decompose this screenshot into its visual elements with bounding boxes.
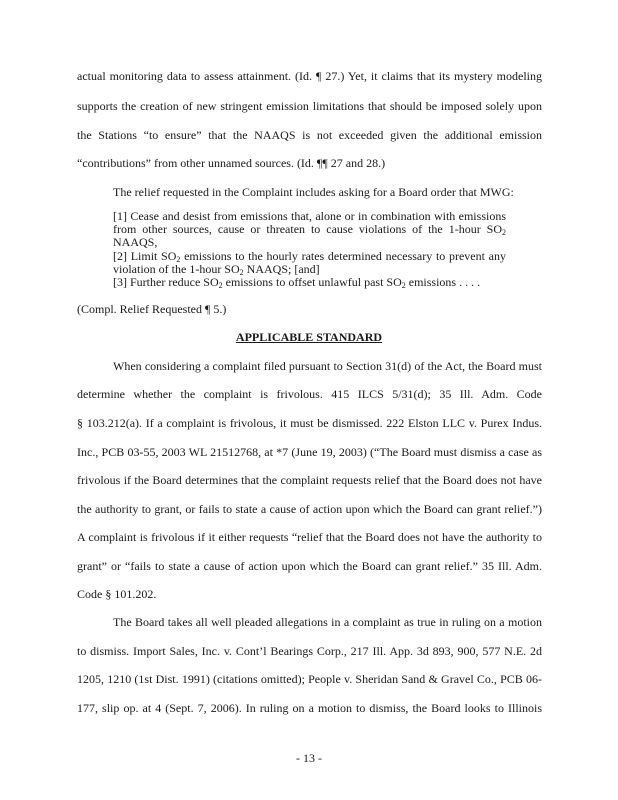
- para3-line-6: the authority to grant, or fails to state a cause of action upon which the Board can grant relief.”): [77, 502, 542, 516]
- para4-line-1: The Board takes all well pleaded allegations in a complaint as true in ruling on a motion: [113, 615, 542, 629]
- section-heading: APPLICABLE STANDARD: [235, 330, 383, 344]
- quote-item2-line-1: [2] Limit $SO_2$ emissions to the hourly rates determined necessary to prevent any: [113, 249, 506, 264]
- para2-lead: The relief requested in the Complaint includes asking for a Board order that MWG:: [113, 185, 514, 199]
- para3-line-5: frivolous if the Board determines that the complaint requests relief that the Board does not have: [77, 473, 542, 487]
- para1-line-4: “contributions” from other unnamed sources. (Id. ¶¶ 27 and 28.): [77, 156, 386, 170]
- para3-line-9: Code § 101.202.: [77, 587, 157, 601]
- quote-item3-line-1: [3] Further reduce $SO_2$ emissions to offset unlawful past $SO_2$ emissions . . . .: [113, 275, 481, 290]
- para4-line-4: 177, slip op. at 4 (Sept. 7, 2006). In ruling on a motion to dismiss, the Board looks to Illinois: [77, 701, 542, 715]
- para3-line-3: § 103.212(a). If a complaint is frivolous, it must be dismissed. 222 Elston LLC v. Purex Indus.: [77, 416, 542, 430]
- para3-line-2: determine whether the complaint is frivolous. 415 ILCS 5/31(d); 35 Ill. Adm. Code: [77, 387, 542, 401]
- para1-line-1: actual monitoring data to assess attainment. (Id. ¶ 27.) Yet, it claims that its mystery modeling: [77, 69, 542, 83]
- citation: (Compl. Relief Requested ¶ 5.): [77, 302, 227, 316]
- page-number: - 13 -: [296, 751, 322, 765]
- quote-item1-line-3: NAAQS,: [113, 235, 158, 249]
- para4-line-3: 1205, 1210 (1st Dist. 1991) (citations omitted); People v. Sheridan Sand & Gravel Co., PCB 06-: [77, 672, 542, 686]
- para4-line-2: to dismiss. Import Sales, Inc. v. Cont’l Bearings Corp., 217 Ill. App. 3d 893, 900, 577 N.E. 2d: [77, 644, 542, 658]
- para1-line-3: the Stations “to ensure” that the NAAQS is not exceeded given the additional emission: [77, 128, 542, 142]
- quote-item1-line-1: [1] Cease and desist from emissions that, alone or in combination with emissions: [113, 209, 506, 223]
- para3-line-7: A complaint is frivolous if it either requests “relief that the Board does not have the authority to: [77, 530, 542, 544]
- para3-line-1: When considering a complaint filed pursuant to Section 31(d) of the Act, the Board must: [113, 359, 542, 373]
- quote-item2-line-2: violation of the 1-hour $SO_2$ NAAQS; [and]: [113, 262, 320, 277]
- quote-item1-line-2: from other sources, cause or threaten to cause violations of the 1-hour $SO_2$: [113, 222, 506, 237]
- para1-line-2: supports the creation of new stringent emission limitations that should be imposed solely upon: [77, 99, 542, 113]
- para3-line-8: grant” or “fails to state a cause of action upon which the Board can grant relief.” 35 Ill. Adm.: [77, 559, 542, 573]
- para3-line-4: Inc., PCB 03-55, 2003 WL 21512768, at *7 (June 19, 2003) (“The Board must dismiss a case as: [77, 445, 542, 459]
